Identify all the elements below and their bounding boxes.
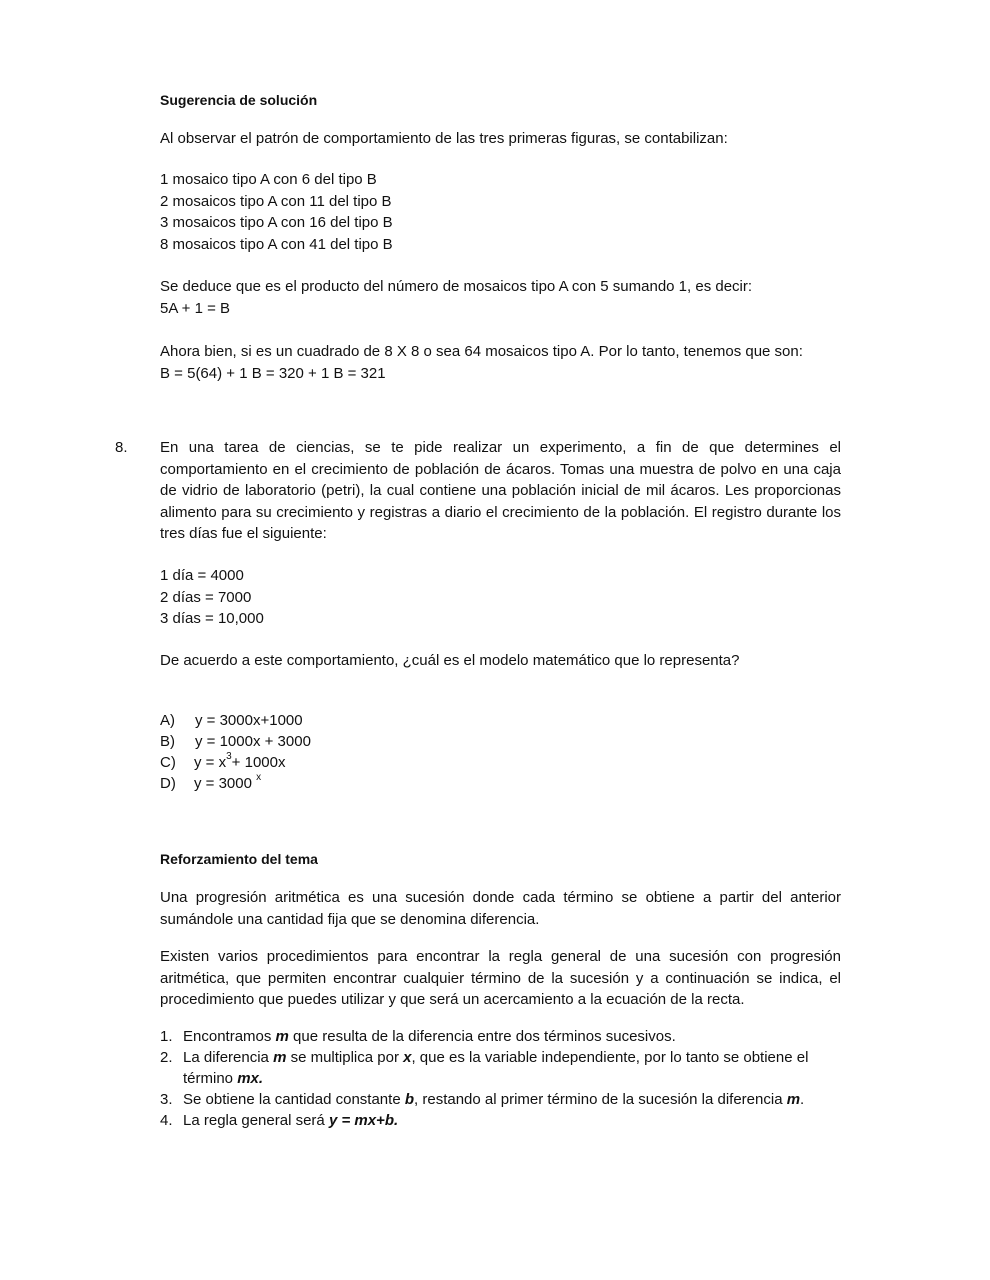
deduction-formula: 5A + 1 = B: [160, 299, 231, 317]
record-line: 1 día = 4000: [160, 567, 244, 584]
count-line: 3 mosaicos tipo A con 16 del tipo B: [160, 214, 393, 231]
step-item: [160, 1047, 841, 1089]
step-term: x: [403, 1049, 412, 1066]
option-text: y = 1000x + 3000: [195, 733, 311, 750]
option-d[interactable]: [160, 773, 261, 794]
option-superscript: x: [256, 772, 262, 783]
question-prompt: De acuerdo a este comportamiento, ¿cuál es el modelo matemático que lo representa?: [160, 652, 740, 669]
question-number: 8.: [115, 439, 128, 456]
count-line: 1 mosaico tipo A con 6 del tipo B: [160, 171, 377, 188]
solution-deduction: [160, 276, 841, 319]
option-text-pre: y = x: [194, 754, 227, 771]
reinforcement-heading: Reforzamiento del tema: [160, 851, 318, 867]
step-term: mx.: [237, 1070, 264, 1087]
option-text-post: + 1000x: [231, 754, 286, 771]
option-b[interactable]: [160, 731, 311, 752]
option-a[interactable]: [160, 710, 303, 731]
step-term: m: [275, 1028, 289, 1045]
step-item: [160, 1089, 841, 1110]
step-text: La diferencia: [183, 1049, 274, 1066]
step-item: [160, 1110, 841, 1131]
solution-intro: Al observar el patrón de comportamiento de las tres primeras figuras, se contabilizan:: [160, 130, 728, 147]
option-label: D): [160, 775, 176, 792]
step-number: 4.: [160, 1112, 173, 1129]
step-text: .: [800, 1091, 805, 1108]
solution-heading: Sugerencia de solución: [160, 92, 318, 108]
record-line: 2 días = 7000: [160, 588, 252, 606]
option-text: y = 3000x+1000: [195, 712, 303, 729]
record-line: 3 días = 10,000: [160, 610, 264, 627]
solution-counts: [160, 169, 841, 255]
step-text: que resulta de la diferencia entre dos términos sucesivos.: [288, 1028, 676, 1045]
deduction-text: Se deduce que es el producto del número de mosaicos tipo A con 5 sumando 1, es decir:: [160, 278, 753, 295]
step-text: , restando al primer término de la sucesión la diferencia: [414, 1091, 787, 1108]
count-line: 2 mosaicos tipo A con 11 del tipo B: [160, 192, 392, 210]
step-item: [160, 1026, 841, 1047]
step-term: b: [404, 1091, 415, 1108]
question-records: [160, 565, 841, 630]
step-number: 1.: [160, 1028, 173, 1045]
count-line: 8 mosaicos tipo A con 41 del tipo B: [160, 235, 393, 253]
step-text: La regla general será: [183, 1112, 329, 1129]
step-text: se multiplica por: [286, 1049, 404, 1066]
step-number: 3.: [160, 1091, 173, 1108]
step-number: 2.: [160, 1049, 173, 1066]
solution-square: [160, 341, 841, 384]
option-superscript: 3: [226, 751, 232, 762]
option-text-pre: y = 3000: [194, 775, 257, 792]
square-text: Ahora bien, si es un cuadrado de 8 X 8 o sea 64 mosaicos tipo A. Por lo tanto, tenemos que son:: [160, 343, 803, 360]
question-statement: En una tarea de ciencias, se te pide realizar un experimento, a fin de que determines el comportamiento en el crecimiento de población de ácaros. Tomas una muestra de polvo en una caja de vidrio de laboratorio (petri), la cual contiene una población inicial de mil ácaros. Les proporcionas alimento para su crecimiento y registras a diario el crecimiento de la población. El registro durante los tres días fue el siguiente:: [160, 439, 841, 542]
option-label: B): [160, 733, 175, 750]
step-term: m: [273, 1049, 287, 1066]
step-text: Encontramos: [183, 1028, 276, 1045]
step-term: m: [786, 1091, 801, 1108]
step-term: y = mx+b.: [328, 1112, 399, 1129]
step-text: Se obtiene la cantidad constante: [183, 1091, 405, 1108]
square-result: B = 5(64) + 1 B = 320 + 1 B = 321: [160, 364, 386, 382]
option-label: C): [160, 754, 176, 771]
option-label: A): [160, 712, 175, 729]
reinforcement-paragraph-2: Existen varios procedimientos para encontrar la regla general de una sucesión con progresión aritmética, que permiten encontrar cualquier término de la sucesión y a continuación se indica, el procedimiento que puedes utilizar y que será un acercamiento a la ecuación de la recta.: [160, 948, 841, 1008]
step-text: , que es la variable independiente, por lo tanto se obtiene el término: [183, 1049, 809, 1087]
option-c[interactable]: [160, 752, 285, 773]
procedure-steps: [160, 1026, 841, 1131]
reinforcement-paragraph-1: Una progresión aritmética es una sucesión donde cada término se obtiene a partir del anterior sumándole una cantidad fija que se denomina diferencia.: [160, 889, 841, 928]
